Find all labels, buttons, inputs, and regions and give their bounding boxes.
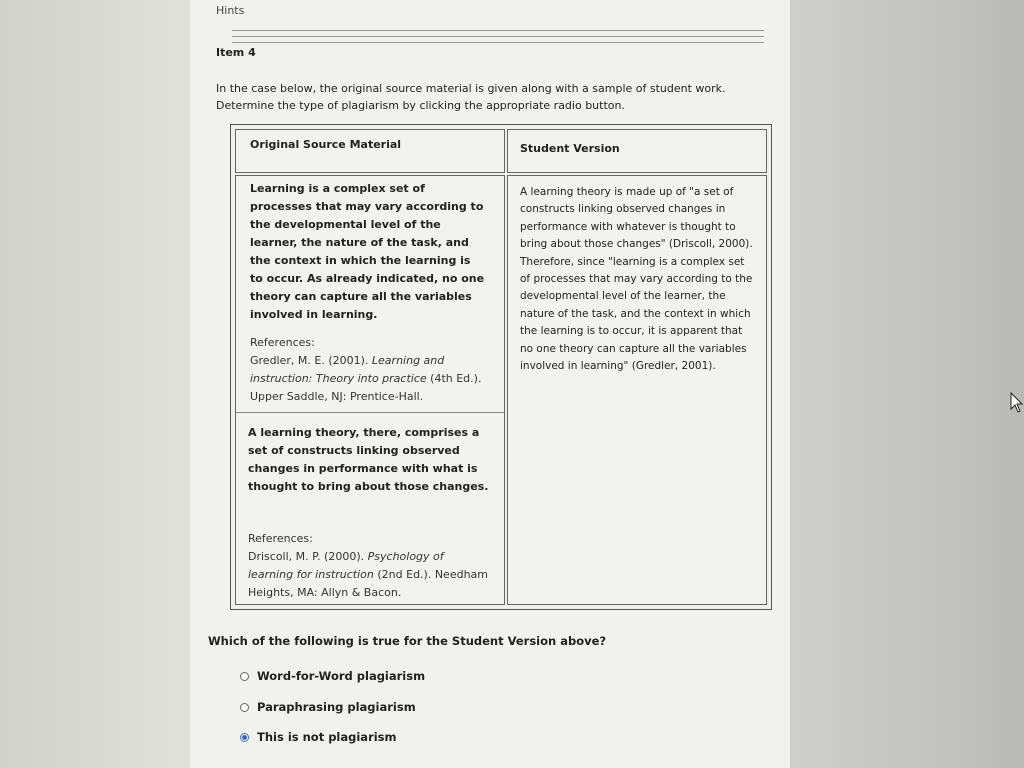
option-label[interactable]: Word-for-Word plagiarism [257,669,426,683]
comparison-table [230,124,772,610]
reference-citation: Gredler, M. E. (2001). Learning and instruction: Theory into practice (4th Ed.). Upper Saddle, NJ: Prentice-Hall. [250,354,482,403]
student-version-text: A learning theory is made up of "a set of constructs linking observed changes in performance with whatever is thought to bring about those changes" (Driscoll, 2000). Therefore, since "learning is a complex set of processes that may vary according to the developmental level of the learner, the nature of the task, and the context in which the learning is to occur, it is apparent that no one theory can capture all the variables involved in learning" (Gredler, 2001). [520,186,753,373]
student-header-cell [507,129,767,173]
student-header: Student Version [520,142,620,155]
radio-button-selected[interactable] [240,733,249,742]
option-not-plagiarism[interactable] [240,729,397,745]
source-1-references [250,334,490,406]
radio-button[interactable] [240,703,249,712]
source-2-text: A learning theory, there, comprises a set of constructs linking observed changes in performance with what is thought to bring about those changes. [248,426,489,493]
background-left [0,0,200,768]
reference-citation: Driscoll, M. P. (2000). Psychology of learning for instruction (2nd Ed.). Needham Heights, MA: Allyn & Bacon. [248,550,488,599]
instructions-text: In the case below, the original source material is given along with a sample of student work. Determine the type of plagiarism by clicking the appropriate radio button. [216,82,726,112]
option-label[interactable]: Paraphrasing plagiarism [257,700,416,714]
references-label: References: [248,532,313,545]
source-2-references [248,530,488,602]
references-label: References: [250,336,315,349]
original-header: Original Source Material [250,138,402,151]
source-1-text: Learning is a complex set of processes that may vary according to the developmental level of the learner, the nature of the task, and the context in which the learning is to occur. As already indicated, no one theory can capture all the variables involved in learning. [250,182,485,321]
mouse-cursor-icon [1010,392,1024,414]
background-right [780,0,1024,768]
item-title: Item 4 [216,46,256,59]
option-paraphrasing[interactable] [240,699,416,715]
option-label[interactable]: This is not plagiarism [257,730,397,744]
divider-rule [232,30,764,31]
original-header-cell [235,129,505,173]
option-word-for-word[interactable] [240,668,425,684]
radio-button[interactable] [240,672,249,681]
source-divider [236,412,504,413]
divider-rule [232,36,764,37]
divider-rule [232,42,764,43]
question-text: Which of the following is true for the Student Version above? [208,634,607,648]
hints-link[interactable]: Hints [216,4,245,17]
student-version-cell [507,175,767,605]
original-source-cell [235,175,505,605]
